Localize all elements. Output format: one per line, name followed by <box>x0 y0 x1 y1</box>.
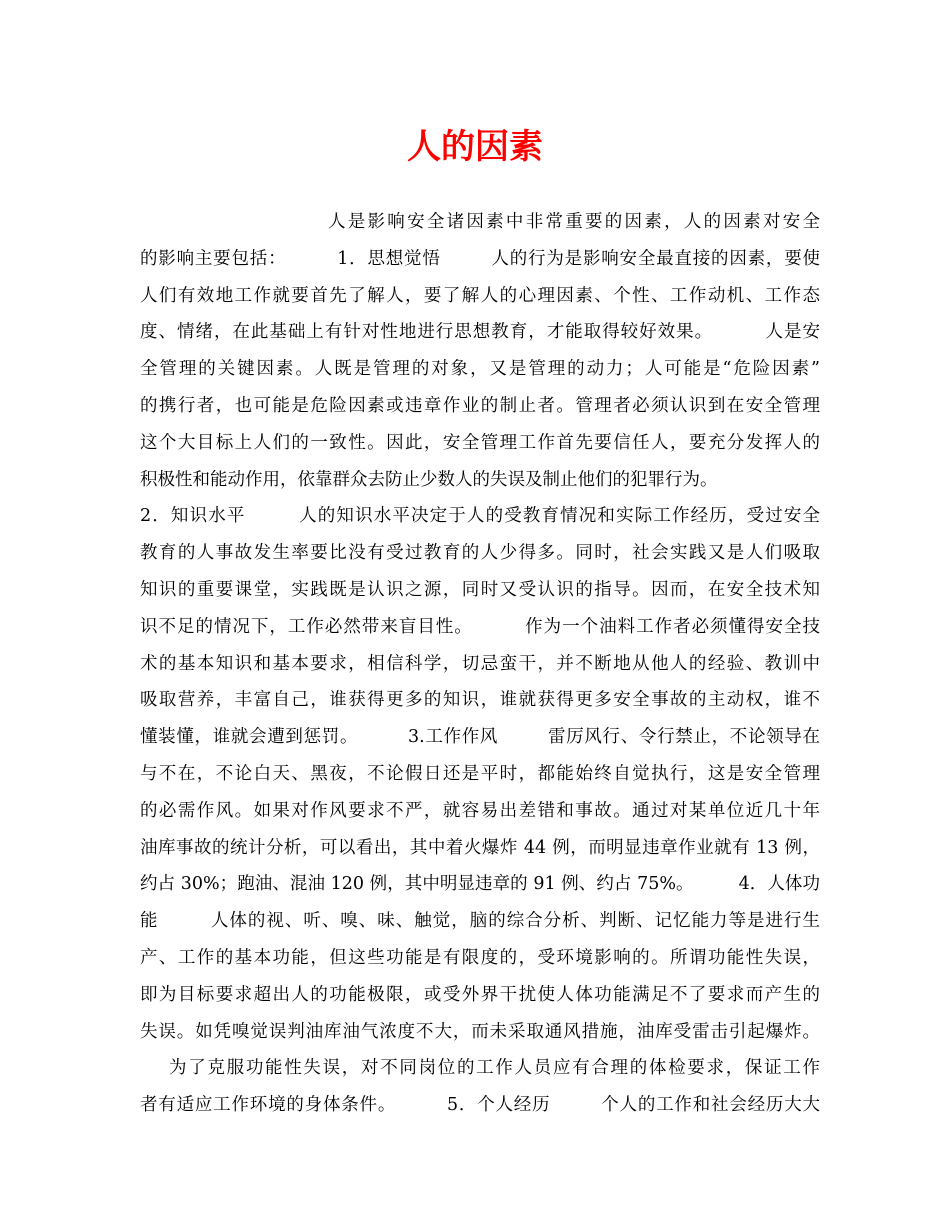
document-body <box>140 204 820 1124</box>
body-line: 教育的人事故发生率要比没有受过教育的人少得多。同时，社会实践又是人们吸取 <box>140 543 820 564</box>
body-line: 吸取营养，丰富自己，谁获得更多的知识，谁就获得更多安全事故的主动权，谁不 <box>140 690 820 711</box>
body-line: 人们有效地工作就要首先了解人，要了解人的心理因素、个性、工作动机、工作态 <box>140 285 820 306</box>
body-line: 识不足的情况下，工作必然带来盲目性。 作为一个油料工作者必须懂得安全技 <box>140 616 820 637</box>
body-line: 能 人体的视、听、嗅、味、触觉，脑的综合分析、判断、记忆能力等是进行生 <box>140 911 820 932</box>
body-line: 度、情绪，在此基础上有针对性地进行思想教育，才能取得较好效果。 人是安 <box>140 322 820 343</box>
document-title: 人的因素 <box>407 127 543 167</box>
body-line: 全管理的关键因素。人既是管理的对象，又是管理的动力；人可能是“危险因素” <box>140 359 820 380</box>
body-line: 积极性和能动作用，依靠群众去防止少数人的失误及制止他们的犯罪行为。 <box>140 469 718 490</box>
body-line: 的影响主要包括： 1．思想觉悟 人的行为是影响安全最直接的因素，要使 <box>140 248 820 269</box>
body-line: 的携行者，也可能是危险因素或违章作业的制止者。管理者必须认识到在安全管理 <box>140 395 820 416</box>
body-line: 产、工作的基本功能，但这些功能是有限度的，受环境影响的。所谓功能性失误， <box>140 947 820 968</box>
body-line: 知识的重要课堂，实践既是认识之源，同时又受认识的指导。因而，在安全技术知 <box>140 579 820 600</box>
body-line: 约占 30%；跑油、混油 120 例，其中明显违章的 91 例、约占 75%。 4．人体功 <box>140 874 820 895</box>
body-line: 懂装懂，谁就会遭到惩罚。 3.工作作风 雷厉风行、令行禁止，不论领导在 <box>140 727 820 748</box>
body-line: 即为目标要求超出人的功能极限，或受外界干扰使人体功能满足不了要求而产生的 <box>140 984 820 1005</box>
body-line: 为了克服功能性失误，对不同岗位的工作人员应有合理的体检要求，保证工作 <box>140 1058 820 1079</box>
body-line: 2．知识水平 人的知识水平决定于人的受教育情况和实际工作经历，受过安全 <box>140 506 820 527</box>
body-line: 者有适应工作环境的身体条件。 5．个人经历 个人的工作和社会经历大大 <box>140 1095 820 1116</box>
body-line: 这个大目标上人们的一致性。因此，安全管理工作首先要信任人，要充分发挥人的 <box>140 432 820 453</box>
body-line: 与不在，不论白天、黑夜，不论假日还是平时，都能始终自觉执行，这是安全管理 <box>140 763 820 784</box>
body-line: 人是影响安全诸因素中非常重要的因素，人的因素对安全 <box>140 212 820 232</box>
body-line: 失误。如凭嗅觉误判油库油气浓度不大，而未采取通风措施，油库受雷击引起爆炸。 <box>140 1021 820 1042</box>
body-line: 油库事故的统计分析，可以看出，其中着火爆炸 44 例，而明显违章作业就有 13 例， <box>140 837 820 858</box>
body-line: 术的基本知识和基本要求，相信科学，切忌蛮干，并不断地从他人的经验、教训中 <box>140 653 820 674</box>
body-line: 的必需作风。如果对作风要求不严，就容易出差错和事故。通过对某单位近几十年 <box>140 800 820 821</box>
